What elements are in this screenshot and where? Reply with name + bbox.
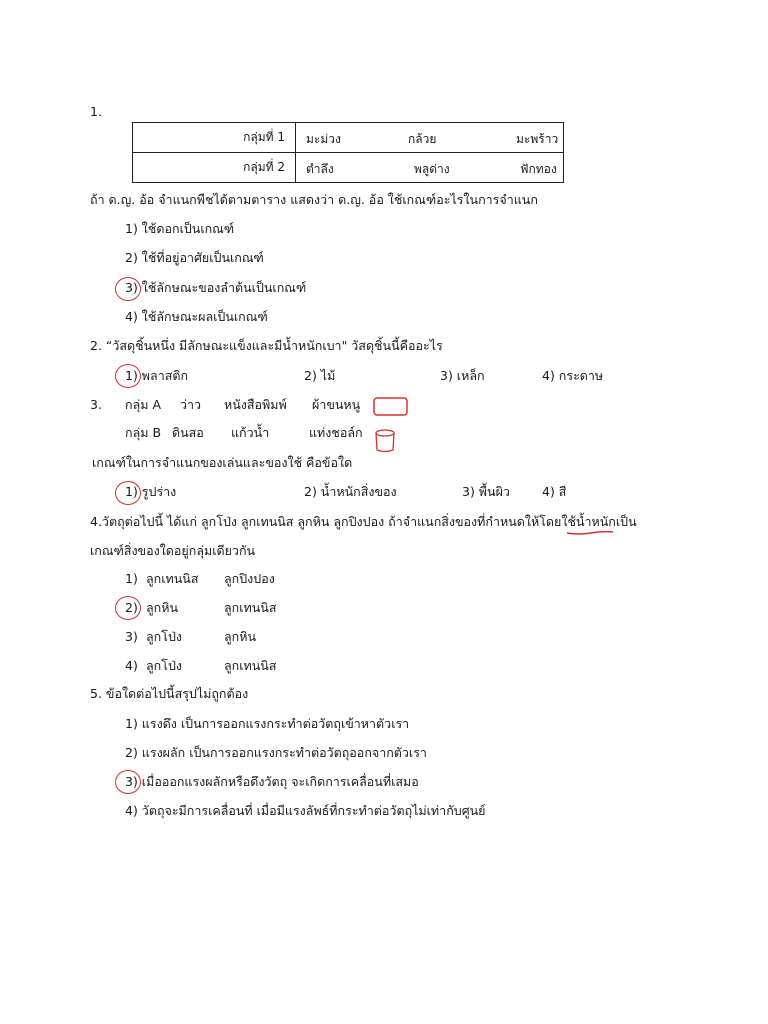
underline-mark xyxy=(565,529,615,537)
table-row xyxy=(133,123,564,153)
table-cell-group-label: กลุ่มที่ 1 xyxy=(133,123,296,153)
hand-drawn-shapes-sketch xyxy=(372,396,412,456)
q1-option-2: 2) ใช้ที่อยู่อาศัยเป็นเกณฑ์ xyxy=(125,250,264,265)
table-item: มะม่วง xyxy=(306,132,341,146)
q4-option-4-num: 4) xyxy=(125,658,138,673)
q3-question: เกณฑ์ในการจำแนกของเล่นและของใช้ คือข้อใด xyxy=(92,455,353,470)
answer-circle-mark xyxy=(115,364,141,388)
answer-circle-mark xyxy=(115,277,141,301)
table-item: ฟักทอง xyxy=(520,162,557,176)
q4-option-2-b: ลูกเทนนิส xyxy=(224,600,277,615)
q2-question: 2. “วัสดุชิ้นหนึ่ง มีลักษณะแข็งและมีน้ำหนักเบา" วัสดุชิ้นนี้คืออะไร xyxy=(90,338,443,353)
q3-option-2: 2) น้ำหนักสิ่งของ xyxy=(304,484,397,499)
q4-option-1-b: ลูกปิงปอง xyxy=(224,571,275,586)
q4-option-2-a: ลูกหิน xyxy=(146,600,179,615)
q3-group-b-label: กลุ่ม B xyxy=(125,425,162,440)
sketch-cylinder-top xyxy=(376,430,394,436)
q1-option-3: 3) ใช้ลักษณะของลำต้นเป็นเกณฑ์ xyxy=(125,280,307,295)
q3-option-4: 4) สี xyxy=(542,484,567,499)
table-item: กล้วย xyxy=(408,132,437,146)
q2-option-1: 1) พลาสติก xyxy=(125,368,189,383)
q4-question-line-2: เกณฑ์สิ่งของใดอยู่กลุ่มเดียวกัน xyxy=(90,543,256,558)
q3-option-1: 1) รูปร่าง xyxy=(125,484,177,499)
q4-option-2-num: 2) xyxy=(125,600,138,615)
table-item: ตำลึง xyxy=(306,162,334,176)
sketch-rectangle xyxy=(374,398,407,415)
q3-group-a-label: กลุ่ม A xyxy=(125,397,161,412)
q4-option-4-a: ลูกโป่ง xyxy=(146,658,182,673)
table-cell-items xyxy=(296,123,564,153)
q4-option-1-num: 1) xyxy=(125,571,138,586)
q3-group-b-item: ดินสอ xyxy=(172,425,204,440)
answer-circle-mark xyxy=(115,596,141,620)
table-cell-items xyxy=(296,153,564,183)
q4-question-line-1: 4.วัตถุต่อไปนี้ ได้แก่ ลูกโป่ง ลูกเทนนิส ลูกหิน ลูกปิงปอง ถ้าจำแนกสิ่งของที่กำหนดให้โดยใช้น้ำหนักเป็น xyxy=(90,514,637,529)
q3-group-b-item: แท่งชอล์ก xyxy=(309,425,363,440)
q5-question: 5. ข้อใดต่อไปนี้สรุปไม่ถูกต้อง xyxy=(90,686,249,701)
q4-option-4-b: ลูกเทนนิส xyxy=(224,658,277,673)
q1-option-1: 1) ใช้ดอกเป็นเกณฑ์ xyxy=(125,221,235,236)
q1-plant-table xyxy=(132,122,564,183)
q4-option-3-b: ลูกหิน xyxy=(224,629,257,644)
answer-circle-mark xyxy=(115,770,141,794)
table-row xyxy=(133,153,564,183)
table-item: มะพร้าว xyxy=(516,132,559,146)
q3-group-b-item: แก้วน้ำ xyxy=(231,425,270,440)
q2-option-2: 2) ไม้ xyxy=(304,368,336,383)
q1-question: ถ้า ด.ญ. อ้อ จำแนกพืชได้ตามตาราง แสดงว่า ด.ญ. อ้อ ใช้เกณฑ์อะไรในการจำแนก xyxy=(90,192,538,207)
q3-option-3: 3) พื้นผิว xyxy=(462,484,510,499)
q5-option-3: 3) เมื่อออกแรงผลักหรือดึงวัตถุ จะเกิดการเคลื่อนที่เสมอ xyxy=(125,774,419,789)
q3-group-a-item: ว่าว xyxy=(180,397,202,412)
q2-option-3: 3) เหล็ก xyxy=(440,368,485,383)
q4-option-3-num: 3) xyxy=(125,629,138,644)
q5-option-4: 4) วัตถุจะมีการเคลื่อนที่ เมื่อมีแรงลัพธ์ที่กระทำต่อวัตถุไม่เท่ากับศูนย์ xyxy=(125,803,486,818)
q5-option-1: 1) แรงดึง เป็นการออกแรงกระทำต่อวัตถุเข้าหาตัวเรา xyxy=(125,716,410,731)
q4-option-1-a: ลูกเทนนิส xyxy=(146,571,199,586)
q3-group-a-item: หนังสือพิมพ์ xyxy=(224,397,287,412)
q1-option-4: 4) ใช้ลักษณะผลเป็นเกณฑ์ xyxy=(125,309,268,324)
q5-option-2: 2) แรงผลัก เป็นการออกแรงกระทำต่อวัตถุออกจากตัวเรา xyxy=(125,745,427,760)
table-item: พลูด่าง xyxy=(414,162,450,176)
q3-group-a-item: ผ้าขนหนู xyxy=(312,397,361,412)
q4-option-3-a: ลูกโป่ง xyxy=(146,629,182,644)
q1-number: 1. xyxy=(90,104,102,119)
table-cell-group-label: กลุ่มที่ 2 xyxy=(133,153,296,183)
answer-circle-mark xyxy=(115,481,141,505)
q3-number: 3. xyxy=(90,397,102,412)
q2-option-4: 4) กระดาษ xyxy=(542,368,604,383)
